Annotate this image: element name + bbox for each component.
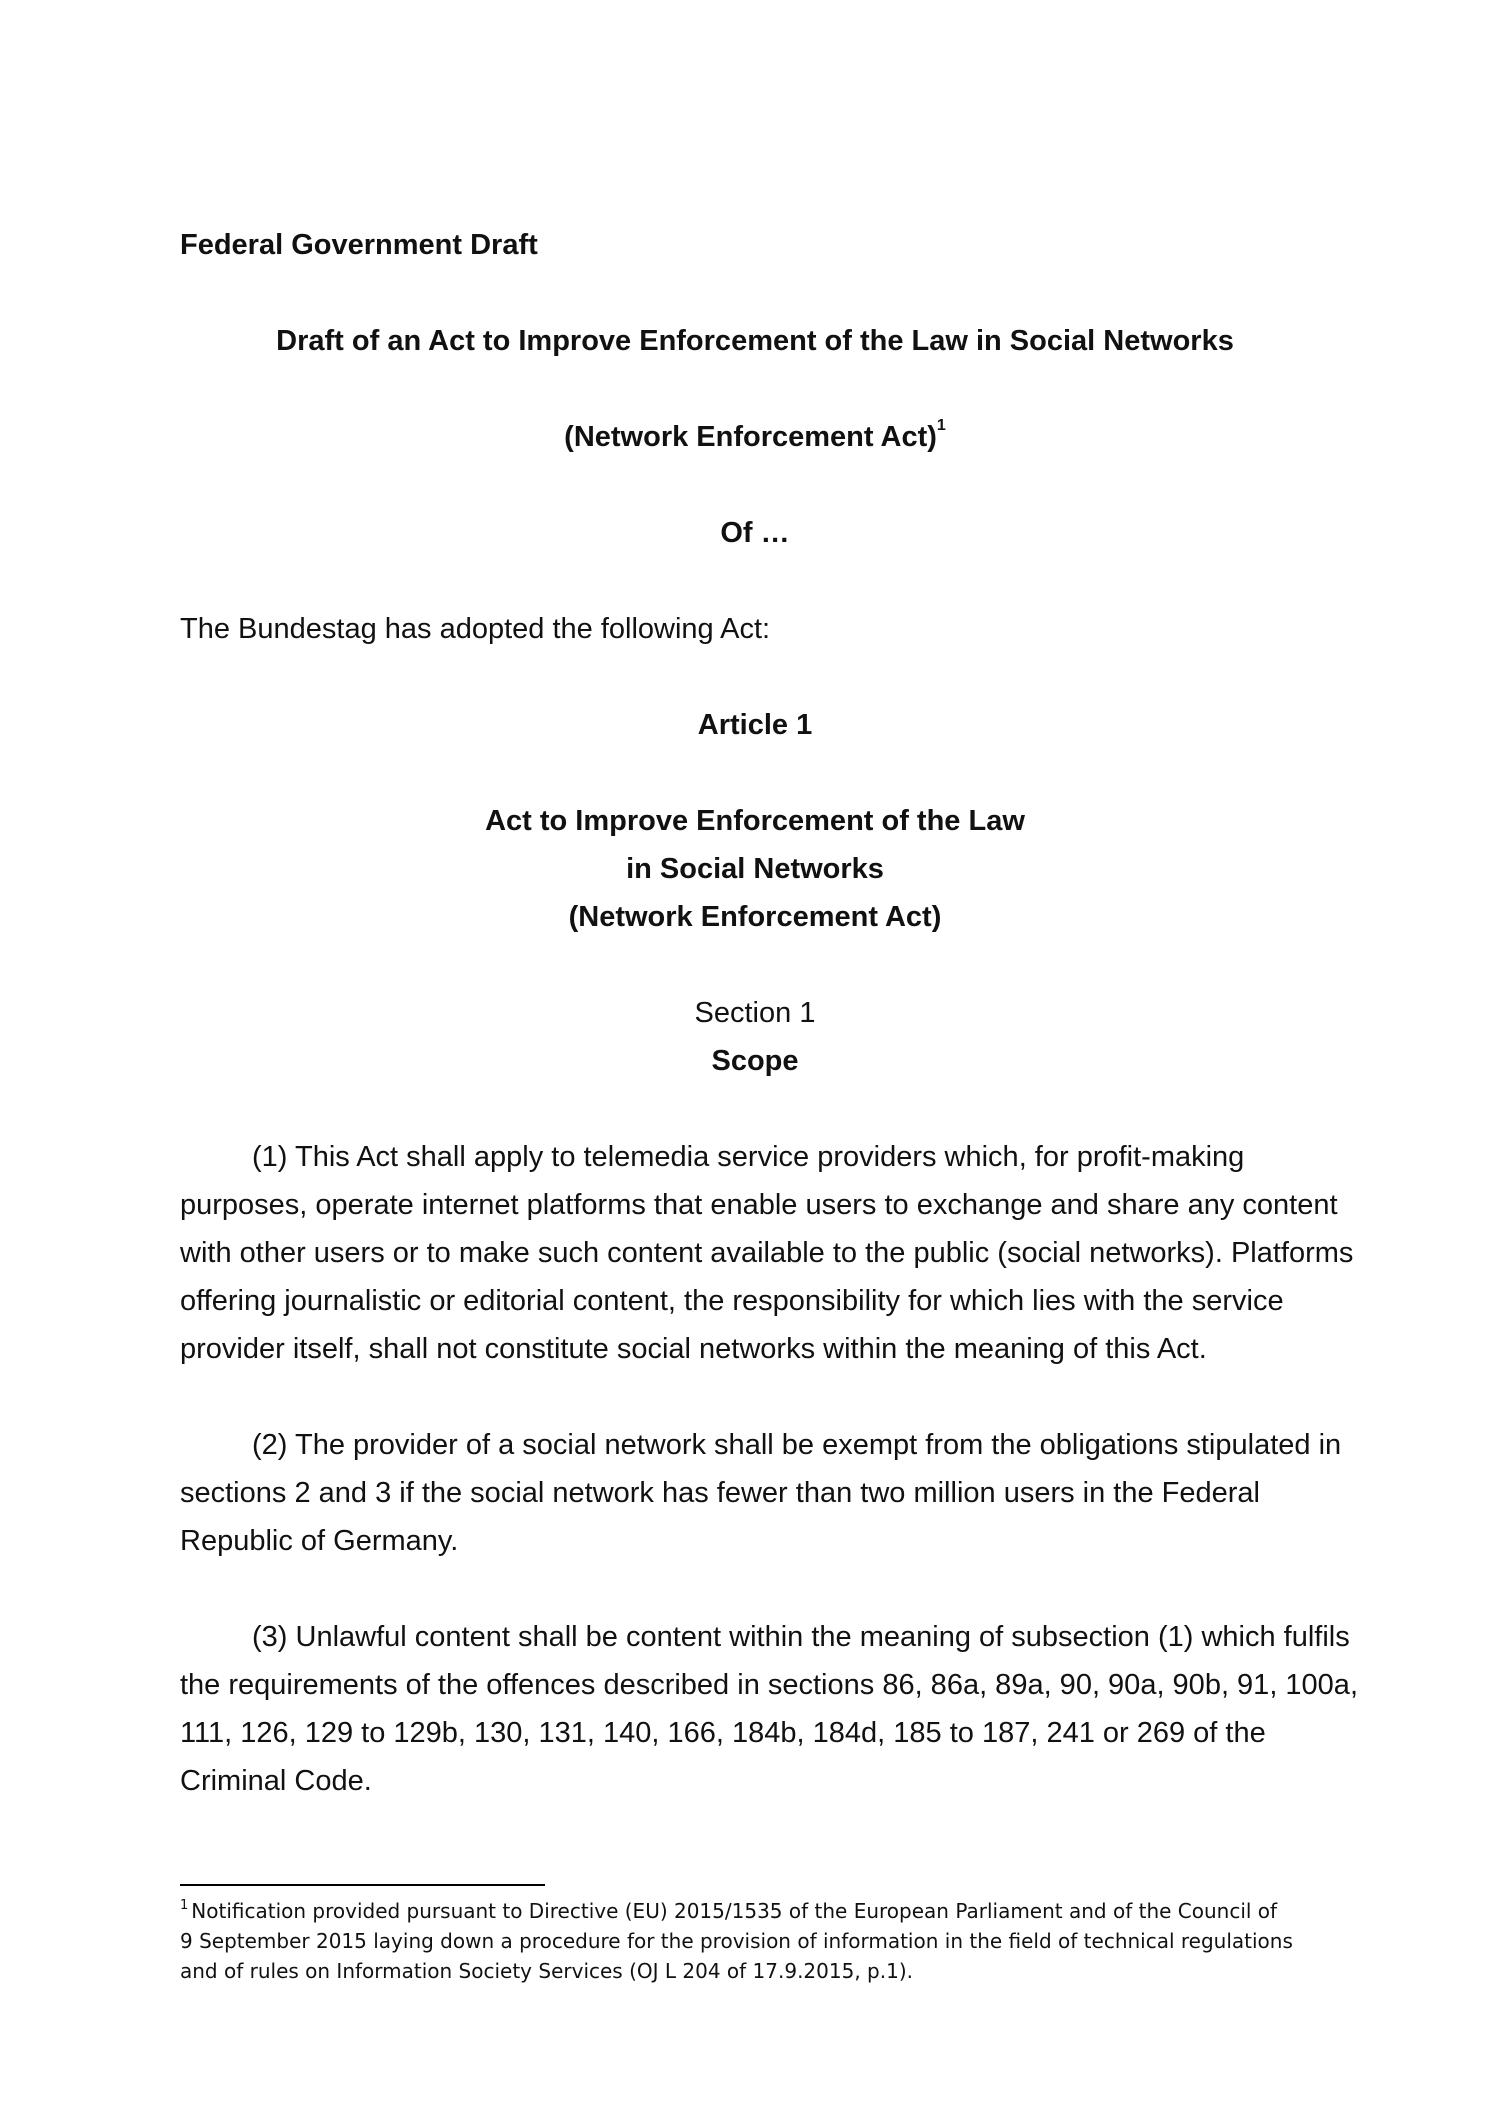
act-title: Draft of an Act to Improve Enforcement of the Law in Social Networks: [276, 325, 1234, 357]
paragraph-line: 111, 126, 129 to 129b, 130, 131, 140, 166, 184b, 184d, 185 to 187, 241 or 269 of the: [180, 1717, 1266, 1749]
paragraph-line: provider itself, shall not constitute social networks within the meaning of this Act.: [180, 1333, 1207, 1365]
paragraph-line: sections 2 and 3 if the social network has fewer than two million users in the Federal: [180, 1477, 1260, 1509]
paragraph-line: (3) Unlawful content shall be content within the meaning of subsection (1) which fulfils: [252, 1621, 1350, 1653]
article-heading: Article 1: [697, 709, 813, 741]
footnote-marker: 1: [180, 1898, 189, 1913]
date-line: Of …: [720, 517, 790, 549]
short-title: [0, 413, 1500, 461]
paragraph-2: [180, 1421, 1340, 1565]
footnote-reference: 1: [936, 417, 946, 434]
paragraph-line: Republic of Germany.: [180, 1525, 459, 1557]
footnote-separator: [180, 1884, 545, 1886]
article-title-line: in Social Networks: [626, 853, 884, 885]
article-title-line: Act to Improve Enforcement of the Law: [485, 805, 1025, 837]
enacting-clause: The Bundestag has adopted the following Act:: [180, 613, 771, 645]
paragraph-line: purposes, operate internet platforms that enable users to exchange and share any content: [180, 1189, 1338, 1221]
paragraph-line: offering journalistic or editorial content, the responsibility for which lies with the service: [180, 1285, 1284, 1317]
paragraph-3: [180, 1613, 1358, 1805]
section-number: Section 1: [694, 997, 816, 1029]
paragraph-line: (1) This Act shall apply to telemedia service providers which, for profit-making: [252, 1141, 1245, 1173]
short-title-text: (Network Enforcement Act): [564, 421, 937, 453]
section-title: Scope: [711, 1045, 799, 1077]
footnote-line: 9 September 2015 laying down a procedure for the provision of information in the field of technical regulations: [180, 1929, 1293, 1953]
paragraph-line: the requirements of the offences described in sections 86, 86a, 89a, 90, 90a, 90b, 91, 100a,: [180, 1669, 1358, 1701]
paragraph-line: with other users or to make such content available to the public (social networks). Platforms: [180, 1237, 1354, 1269]
footnote-text: Notification provided pursuant to Directive (EU) 2015/1535 of the European Parliament and of the Council of: [191, 1899, 1278, 1923]
draft-label: Federal Government Draft: [180, 229, 538, 261]
article-title-line: (Network Enforcement Act): [568, 901, 942, 933]
footnote: [180, 1896, 1350, 1986]
footnote-line: and of rules on Information Society Services (OJ L 204 of 17.9.2015, p.1).: [180, 1959, 913, 1983]
paragraph-line: (2) The provider of a social network shall be exempt from the obligations stipulated in: [252, 1429, 1342, 1461]
paragraph-1: [180, 1133, 1354, 1373]
paragraph-line: Criminal Code.: [180, 1765, 372, 1797]
footnote-line: [180, 1896, 1350, 1926]
